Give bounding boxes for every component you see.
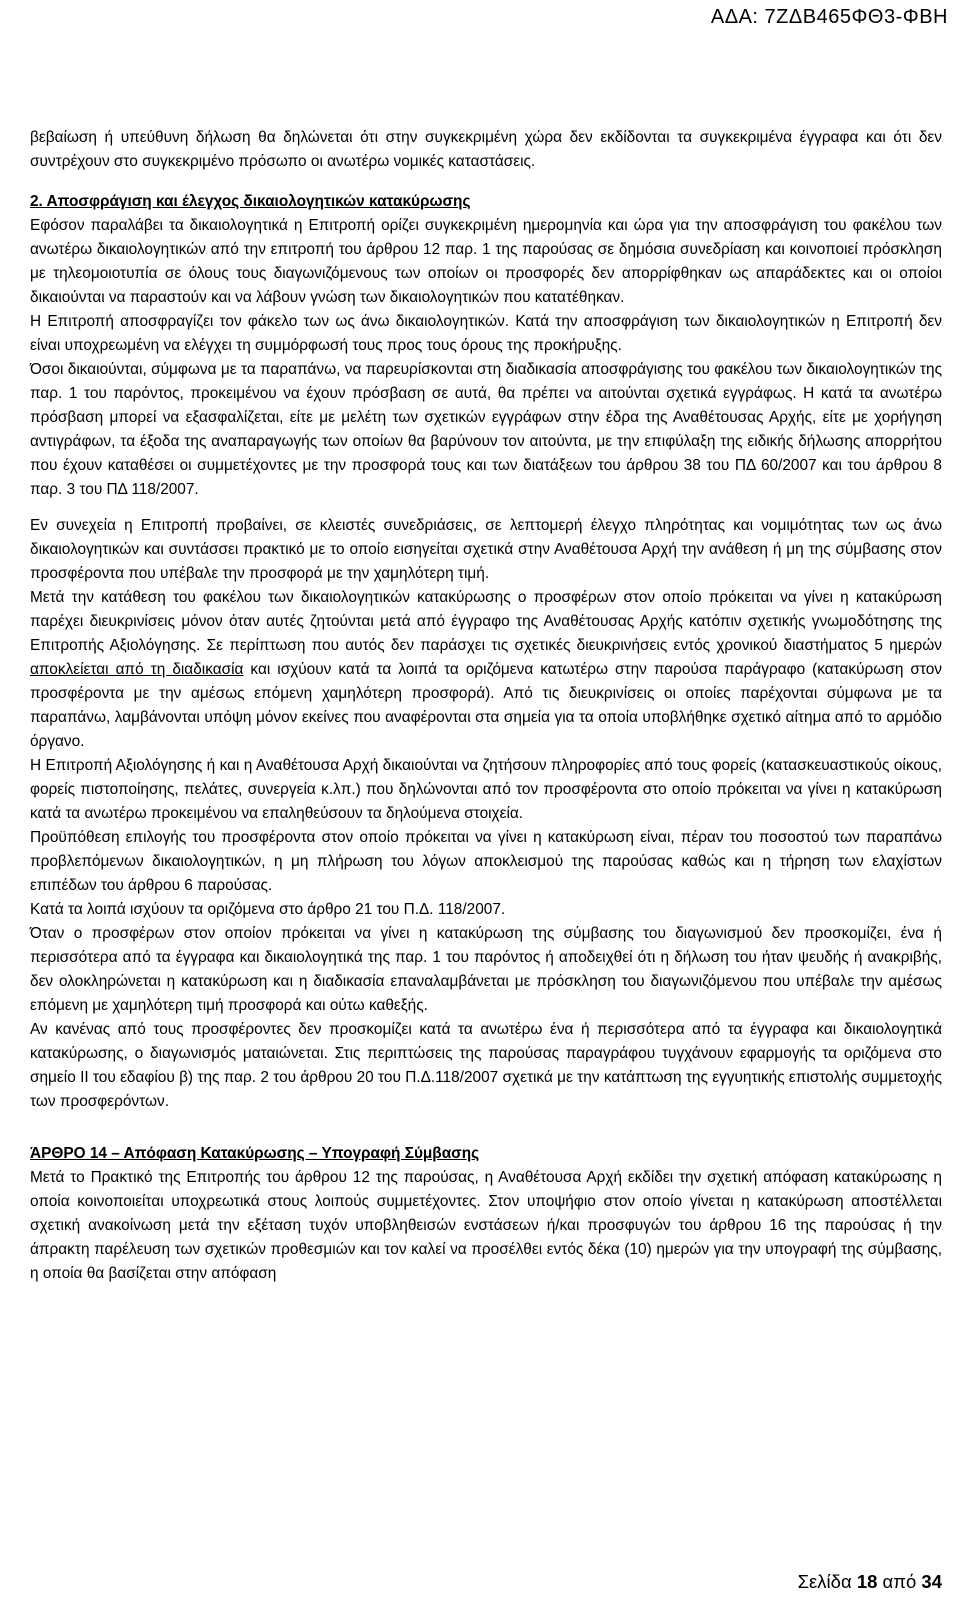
section-2-paragraph-7: Προϋπόθεση επιλογής του προσφέροντα στον οποίο πρόκειται να γίνει η κατακύρωση είναι, πέραν του ποσοστού των παραπάνω προβλεπόμενων δικαιολογητικών, η μη πλήρωση του λόγων αποκλεισμού της παρούσας καθώς και η τήρηση των ελαχίστων επιπέδων του άρθρου 6 παρούσας. (30, 829, 942, 894)
intro-paragraph: βεβαίωση ή υπεύθυνη δήλωση θα δηλώνεται ότι στην συγκεκριμένη χώρα δεν εκδίδονται τα συγκεκριμένα έγγραφα και ότι δεν συντρέχουν στο συγκεκριμένο πρόσωπο οι ανωτέρω νομικές καταστάσεις. (30, 129, 942, 170)
article-14-title: ΆΡΘΡΟ 14 – Απόφαση Κατακύρωσης – Υπογραφή Σύμβασης (30, 1145, 480, 1162)
current-page: 18 (856, 1571, 878, 1592)
section-2-paragraph-3: Όσοι δικαιούνται, σύμφωνα με τα παραπάνω, να παρευρίσκονται στη διαδικασία αποσφράγισης του φακέλου των δικαιολογητικών της παρ. 1 του παρόντος, προκειμένου να έχουν πρόσβαση σε αυτά, θα πρέπει να αιτούνται σχετικά εγγράφως. Η κατά τα ανωτέρω πρόσβαση μπορεί να εξασφαλίζεται, είτε με μελέτη των σχετικών εγγράφων στην έδρα της Αναθέτουσας Αρχής, είτε με χορήγηση αντιγράφων, τα έξοδα της αναπαραγωγής των οποίων θα βαρύνουν τον αιτούντα, με την επιφύλαξη της ειδικής δήλωσης απορρήτου που έχουν καταθέσει οι συμμετέχοντες με την προσφορά τους και των διατάξεων του άρθρου 38 του ΠΔ 60/2007 και του άρθρου 8 παρ. 3 του ΠΔ 118/2007. (30, 361, 942, 498)
page-prefix: Σελίδα (797, 1571, 857, 1592)
excluded-phrase: αποκλείεται από τη διαδικασία (30, 661, 244, 678)
page-number (798, 1571, 942, 1593)
paragraph-5-part-a: Μετά την κατάθεση του φακέλου των δικαιολογητικών κατακύρωσης ο προσφέρων στον οποίο πρόκειται να γίνει η κατακύρωση παρέχει διευκρινίσεις μόνον όταν αυτές ζητούνται μετά από έγγραφο της Αναθέτουσας Αρχής κατόπιν σχετικής γνωμοδότησης της Επιτροπής Αξιολόγησης. Σε περίπτωση που αυτός δεν παράσχει τις σχετικές διευκρινήσεις εντός χρονικού διαστήματος 5 ημερών (30, 589, 942, 654)
page-mid: από (877, 1571, 922, 1592)
section-2-paragraph-4: Εν συνεχεία η Επιτροπή προβαίνει, σε κλειστές συνεδριάσεις, σε λεπτομερή έλεγχο πληρότητας και νομιμότητας των ως άνω δικαιολογητικών και συντάσσει πρακτικό με το οποίο εισηγείται σχετικά στην Αναθέτουσα Αρχή την ανάθεση ή μη της σύμβασης στον προσφέροντα που υπέβαλε την προσφορά με την χαμηλότερη τιμή. (30, 517, 942, 582)
paragraph-5-part-b: και ισχύουν κατά τα λοιπά τα οριζόμενα κατωτέρω στην παρούσα παράγραφο (κατακύρωση στον προσφέροντα με την αμέσως επόμενη χαμηλότερη προσφορά). Από τις διευκρινίσεις οι οποίες παρέχονται σύμφωνα με τα παραπάνω, λαμβάνονται υπόψη μόνον εκείνες που αναφέρονται στα σημεία για τα οποία υποβλήθηκε σχετικό αίτημα από το αρμόδιο όργανο. (30, 661, 943, 750)
section-2-paragraph-6: Η Επιτροπή Αξιολόγησης ή και η Αναθέτουσα Αρχή δικαιούνται να ζητήσουν πληροφορίες από τους φορείς (κατασκευαστικούς οίκους, φορείς πιστοποίησης, πελάτες, συνεργεία κ.λπ.) που δηλώνονται από τον προσφέροντα στο οποίο πρόκειται να γίνει η κατακύρωση κατά τα ανωτέρω προκειμένου να επαληθεύσουν τα δηλούμενα στοιχεία. (30, 757, 942, 822)
section-2-paragraph-2: Η Επιτροπή αποσφραγίζει τον φάκελο των ως άνω δικαιολογητικών. Κατά την αποσφράγιση των δικαιολογητικών η Επιτροπή δεν είναι υποχρεωμένη να ελέγχει τη συμμόρφωσή τους προς τους όρους της προκήρυξης. (30, 313, 942, 354)
ada-identifier: ΑΔΑ: 7ΖΔΒ465ΦΘ3-ΦΒΗ (710, 6, 948, 28)
document-body (30, 126, 942, 1286)
section-2-paragraph-1: Εφόσον παραλάβει τα δικαιολογητικά η Επιτροπή ορίζει συγκεκριμένη ημερομηνία και ώρα για την αποσφράγιση του φακέλου των ανωτέρω δικαιολογητικών από την επιτροπή του άρθρου 12 παρ. 1 της παρούσας σε δημόσια συνεδρίαση και κοινοποιεί πρόσκληση με τηλεομοιοτυπία σε όλους τους διαγωνιζόμενους των οποίων οι προσφορές δεν απορρίφθηκαν ως απαράδεκτες και οι οποίοι δικαιούνται να παραστούν και να λάβουν γνώση των δικαιολογητικών που κατατέθηκαν. (30, 217, 942, 306)
section-2-paragraph-9: Όταν ο προσφέρων στον οποίον πρόκειται να γίνει η κατακύρωση της σύμβασης του διαγωνισμού δεν προσκομίζει, ένα ή περισσότερα από τα έγγραφα και δικαιολογητικά της παρ. 1 του παρόντος ή αποδειχθεί ότι η δήλωση του ήταν ψευδής ή ανακριβής, δεν ολοκληρώνεται η κατακύρωση και η διαδικασία επαναλαμβάνεται με πρόσκληση του διαγωνιζόμενου που υπέβαλε την αμέσως επόμενη με χαμηλότερη τιμή προσφορά και ούτω καθεξής. (30, 925, 942, 1014)
section-2-paragraph-5 (30, 586, 942, 754)
article-14-paragraph: Μετά το Πρακτικό της Επιτροπής του άρθρου 12 της παρούσας, η Αναθέτουσα Αρχή εκδίδει την σχετική απόφαση κατακύρωσης η οποία κοινοποιείται υποχρεωτικά στους λοιπούς συμμετέχοντες. Στον υποψήφιο στον οποίο γίνεται η κατακύρωση αποστέλλεται σχετική ανακοίνωση μετά την εξέταση τυχόν υποβληθεισών ενστάσεων ή/και προσφυγών του άρθρου 16 της παρούσας ή την άπρακτη παρέλευση των σχετικών προθεσμιών και τον καλεί να προσέλθει εντός δέκα (10) ημερών για την υπογραφή της σύμβασης, η οποία θα βασίζεται στην απόφαση (30, 1169, 942, 1282)
section-2-title: 2. Αποσφράγιση και έλεγχος δικαιολογητικών κατακύρωσης (30, 193, 471, 210)
total-pages: 34 (921, 1571, 942, 1592)
section-2-paragraph-10: Αν κανένας από τους προσφέροντες δεν προσκομίζει κατά τα ανωτέρω ένα ή περισσότερα από τα έγγραφα και δικαιολογητικά κατακύρωσης, ο διαγωνισμός ματαιώνεται. Στις περιπτώσεις της παρούσας παραγράφου τυγχάνουν εφαρμογής τα οριζόμενα στο σημείο ΙΙ του εδαφίου β) της παρ. 2 του άρθρου 20 του Π.Δ.118/2007 σχετικά με την κατάπτωση της εγγυητικής επιστολής συμμετοχής των προσφερόντων. (30, 1021, 942, 1110)
section-2-paragraph-8: Κατά τα λοιπά ισχύουν τα οριζόμενα στο άρθρο 21 του Π.Δ. 118/2007. (30, 901, 506, 918)
